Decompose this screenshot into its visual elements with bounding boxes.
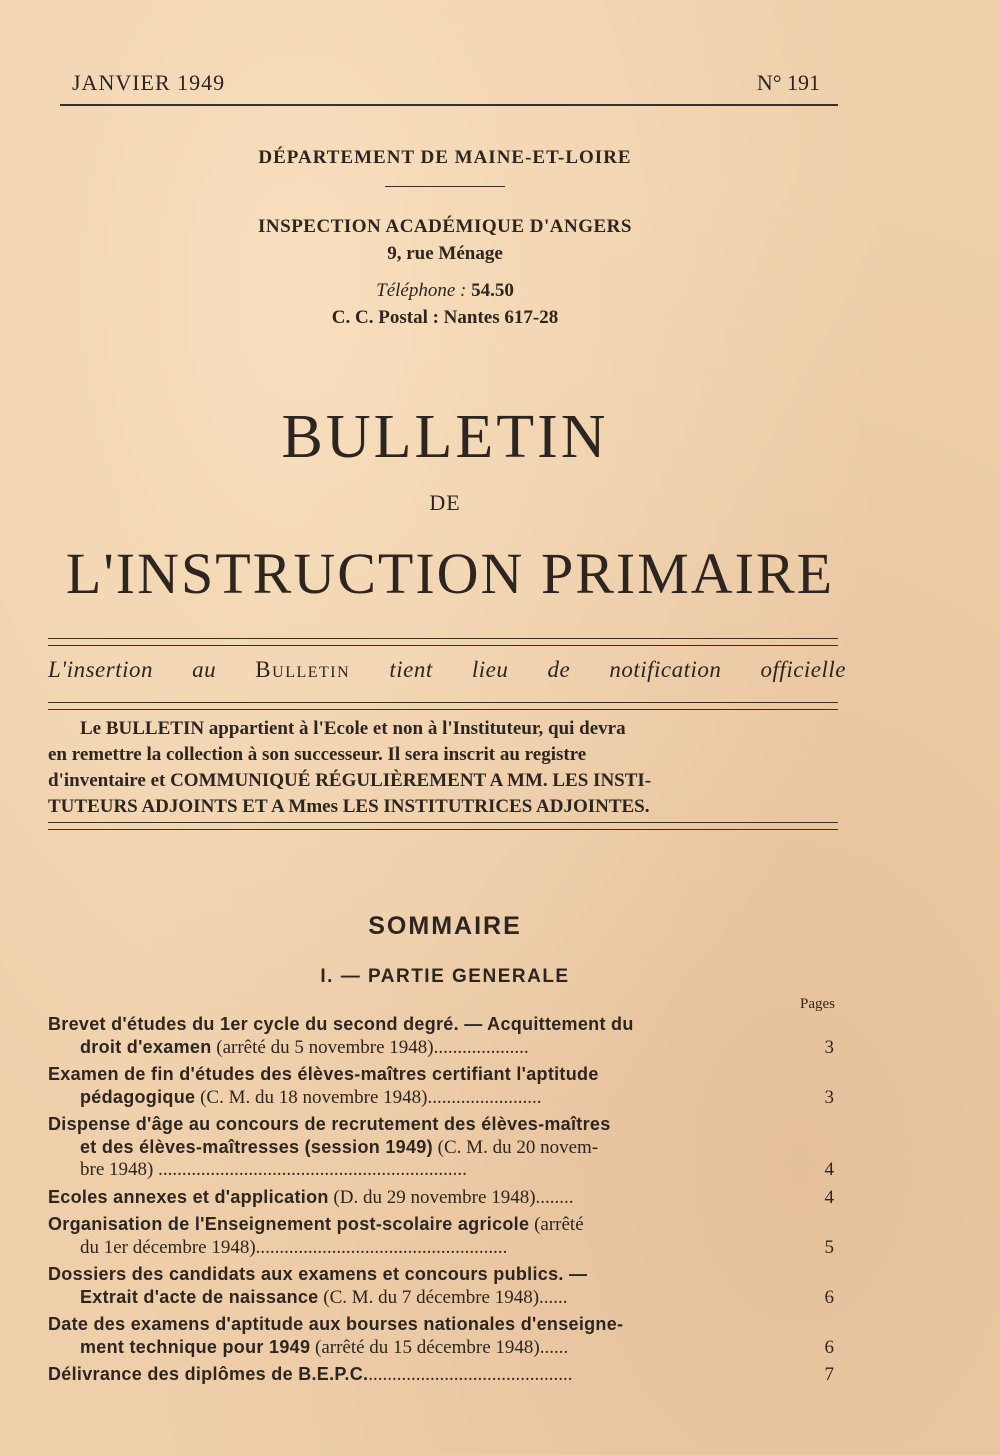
issue-date: JANVIER 1949 (72, 70, 226, 95)
entry-ref: (C. M. du 18 novembre 1948)........................ (200, 1086, 542, 1108)
notice-line-3: d'inventaire et COMMUNIQUÉ RÉGULIÈREMENT A MM. LES INSTI- (48, 770, 652, 791)
entry-ref: ........................................... (368, 1364, 573, 1385)
entry-page: 6 (824, 1286, 834, 1308)
title-de: DE (429, 490, 461, 515)
notification-bulletin: Bulletin (255, 657, 351, 682)
entry-title-cont: pédagogique (80, 1086, 196, 1107)
department-name: DÉPARTEMENT DE MAINE-ET-LOIRE (258, 147, 632, 168)
table-of-contents (48, 1013, 848, 1391)
entry-ref: (arrêté du 5 novembre 1948).................... (216, 1036, 529, 1058)
address: 9, rue Ménage (387, 243, 503, 264)
entry-title-cont: Extrait d'acte de naissance (80, 1286, 319, 1307)
part-heading: I. — PARTIE GENERALE (320, 966, 570, 987)
list-item (48, 1013, 848, 1059)
short-divider (385, 186, 505, 187)
entry-ref: (arrêté (534, 1214, 584, 1235)
entry-title: Examen de fin d'études des élèves-maîtres certifiant l'aptitude (48, 1064, 599, 1084)
entry-title: Ecoles annexes et d'application (48, 1186, 329, 1207)
list-item (48, 1313, 848, 1359)
list-item (48, 1213, 848, 1259)
entry-title: Délivrance des diplômes de B.E.P.C. (48, 1364, 369, 1384)
list-item (48, 1063, 848, 1109)
notification-part3: tient lieu de notification officielle (389, 657, 847, 682)
notification-line (48, 657, 846, 683)
telephone-number: 54.50 (471, 280, 514, 301)
entry-title: Dossiers des candidats aux examens et concours publics. — (48, 1264, 588, 1284)
telephone-line (0, 280, 890, 302)
title-instruction-primaire: L'INSTRUCTION PRIMAIRE (65, 541, 835, 606)
entry-title: Organisation de l'Enseignement post-scolaire agricole (48, 1214, 530, 1234)
entry-ref: (C. M. du 20 novem- (437, 1136, 599, 1158)
notification-part1: L'insertion au (48, 657, 217, 682)
list-item (48, 1113, 848, 1182)
telephone-label: Téléphone : (376, 280, 467, 301)
entry-title-cont: et des élèves-maîtresses (session 1949) (80, 1136, 433, 1157)
postal-account: C. C. Postal : Nantes 617-28 (331, 307, 559, 328)
entry-title-cont: droit d'examen (80, 1036, 212, 1057)
top-rule (60, 104, 838, 106)
entry-ref: (C. M. du 7 décembre 1948)...... (323, 1286, 568, 1308)
entry-title: Brevet d'études du 1er cycle du second degré. — Acquittement du (48, 1014, 634, 1034)
entry-title-cont: ment technique pour 1949 (80, 1336, 311, 1357)
entry-ref-cont: du 1er décembre 1948)..................................................... (80, 1236, 508, 1258)
entry-ref: (D. du 29 novembre 1948)........ (333, 1186, 574, 1208)
entry-ref-cont: bre 1948) ................................................................. (80, 1159, 467, 1180)
entry-page: 6 (824, 1336, 834, 1358)
notice-line-4: TUTEURS ADJOINTS ET A Mmes LES INSTITUTRICES ADJOINTES. (48, 796, 650, 817)
entry-page: 4 (824, 1159, 834, 1180)
double-rule (48, 638, 838, 646)
notice-line-2: en remettre la collection à son successeur. Il sera inscrit au registre (48, 744, 587, 765)
list-item (48, 1363, 848, 1387)
entry-title: Dispense d'âge au concours de recrutement des élèves-maîtres (48, 1114, 611, 1134)
entry-page: 5 (824, 1236, 834, 1258)
pages-label: Pages (800, 996, 835, 1012)
entry-title: Date des examens d'aptitude aux bourses nationales d'enseigne- (48, 1314, 624, 1334)
entry-page: 3 (824, 1036, 834, 1058)
double-rule (48, 702, 838, 710)
entry-page: 4 (824, 1186, 834, 1208)
double-rule (48, 822, 838, 830)
sommaire-heading: SOMMAIRE (368, 912, 522, 940)
list-item (48, 1263, 848, 1309)
ownership-notice (48, 716, 846, 820)
notice-line-1: Le BULLETIN appartient à l'Ecole et non à l'Instituteur, qui devra (80, 718, 626, 739)
entry-page: 7 (824, 1364, 834, 1385)
inspection-name: INSPECTION ACADÉMIQUE D'ANGERS (258, 216, 632, 237)
title-bulletin: BULLETIN (281, 403, 609, 471)
entry-page: 3 (824, 1086, 834, 1108)
issue-number: N° 191 (756, 70, 820, 95)
list-item (48, 1186, 848, 1210)
entry-ref: (arrêté du 15 décembre 1948)...... (315, 1336, 569, 1358)
